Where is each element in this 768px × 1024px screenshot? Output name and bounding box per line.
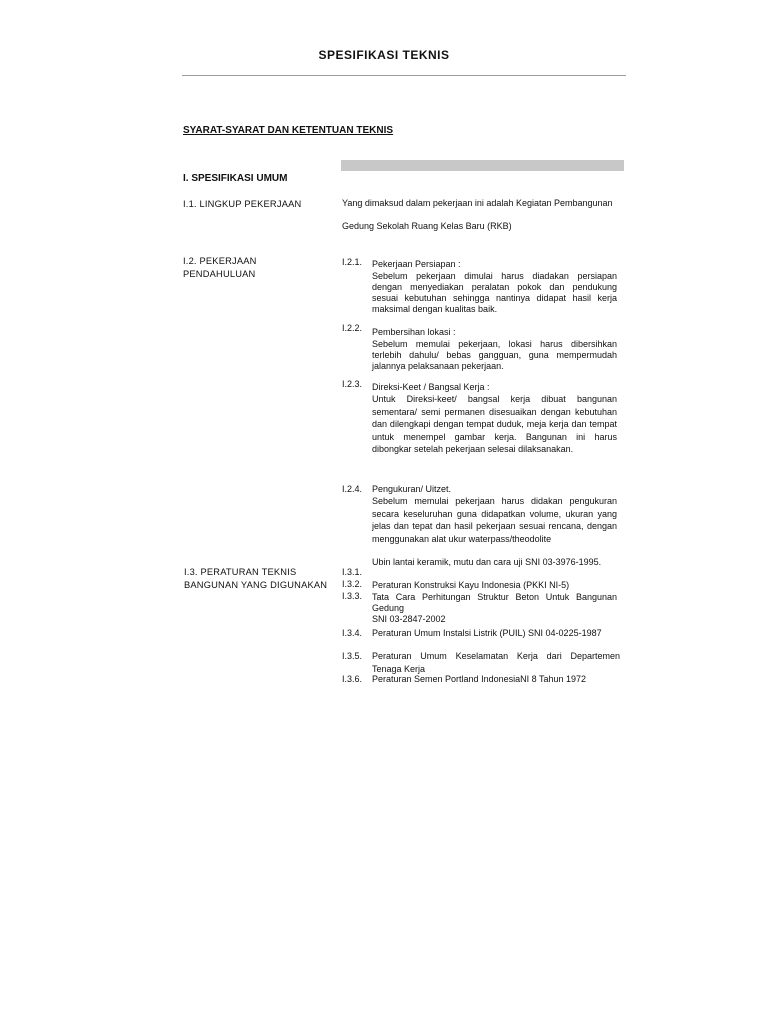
subitem-number: I.2.2.: [342, 323, 363, 333]
item-label-line: PENDAHULUAN: [183, 268, 256, 279]
item-label-lingkup: I.1. LINGKUP PEKERJAAN: [183, 199, 302, 209]
subitem-number: I.3.5.: [342, 651, 363, 661]
subitem-number: I.2.1.: [342, 257, 363, 267]
subitem-number: I.2.4.: [342, 484, 363, 494]
item-label-line: BANGUNAN YANG DIGUNAKAN: [184, 579, 328, 590]
item-text-lingkup-2: Gedung Sekolah Ruang Kelas Baru (RKB): [342, 221, 512, 231]
subitem-title: Pekerjaan Persiapan :: [372, 259, 461, 269]
section-heading: I. SPESIFIKASI UMUM: [183, 173, 288, 184]
item-label-line: I.3. PERATURAN TEKNIS: [184, 567, 297, 577]
item-text-lingkup: Yang dimaksud dalam pekerjaan ini adalah Kegiatan Pembangunan: [342, 198, 613, 208]
subitem-title: Pengukuran/ Uitzet.: [372, 484, 452, 494]
title-divider: [182, 75, 626, 76]
subitem-text: Peraturan Umum Keselamatan Kerja dari Departemen Tenaga Kerja: [372, 651, 620, 674]
subitem-text: Tata Cara Perhitungan Struktur Beton Untuk Bangunan Gedung: [372, 592, 617, 613]
subitem-number: I.3.2.: [342, 579, 363, 589]
subitem-text: Ubin lantai keramik, mutu dan cara uji SNI 03-3976-1995.: [372, 557, 602, 567]
subitem-body: Untuk Direksi-keet/ bangsal kerja dibuat bangunan sementara/ semi permanen disesuaikan dengan kebutuhan dan dilengkapi dengan tempat duduk, meja kerja dan tempat untuk menempel gambar kerja. Bangunan ini harus dibongkar setelah pekerjaan selesai dilaksanakan.: [372, 394, 617, 454]
subitem-number: I.3.1.: [342, 567, 363, 577]
header-shade-bar: [341, 160, 624, 171]
subitem-text: Peraturan Umum Instalsi Listrik (PUIL) SNI 04-0225-1987: [372, 628, 602, 638]
subitem-title: Pembersihan lokasi :: [372, 327, 456, 337]
item-label-line: I.2. PEKERJAAN: [183, 256, 257, 266]
subitem-number: I.3.4.: [342, 628, 363, 638]
subitem-number: I.2.3.: [342, 379, 363, 389]
subitem-text: Peraturan Semen Portland IndonesiaNI 8 Tahun 1972: [372, 674, 586, 684]
page-title: SPESIFIKASI TEKNIS: [318, 48, 450, 62]
subitem-body: Sebelum memulai pekerjaan harus didakan pengukuran secara keseluruhan guna didapatkan volume, ukuran yang jelas dan tepat dan hasil pekerjaan sesuai rencana, dengan menggunakan alat ukur waterpass/theodolite: [372, 496, 617, 544]
subitem-body: Sebelum pekerjaan dimulai harus diadakan persiapan dengan menyediakan peralatan pokok dan pendukung sesuai kebutuhan sehingga nantinya didapat hasil kerja maksimal dengan kualitas baik.: [372, 271, 617, 314]
subitem-body: Sebelum memulai pekerjaan, lokasi harus dibersihkan terlebih dahulu/ bebas gangguan, guna mempermudah jalannya pelaksanaan pekerjaan.: [372, 339, 617, 371]
subitem-text: Peraturan Konstruksi Kayu Indonesia (PKKI NI-5): [372, 580, 570, 590]
section-subtitle: SYARAT-SYARAT DAN KETENTUAN TEKNIS: [183, 125, 394, 136]
item-label-pendahuluan: [183, 255, 257, 280]
item-label-peraturan: [184, 566, 327, 591]
subitem-number: I.3.3.: [342, 591, 363, 601]
subitem-title: Direksi-Keet / Bangsal Kerja :: [372, 382, 490, 392]
subitem-number: I.3.6.: [342, 674, 363, 684]
subitem-text-2: SNI 03-2847-2002: [372, 614, 446, 624]
